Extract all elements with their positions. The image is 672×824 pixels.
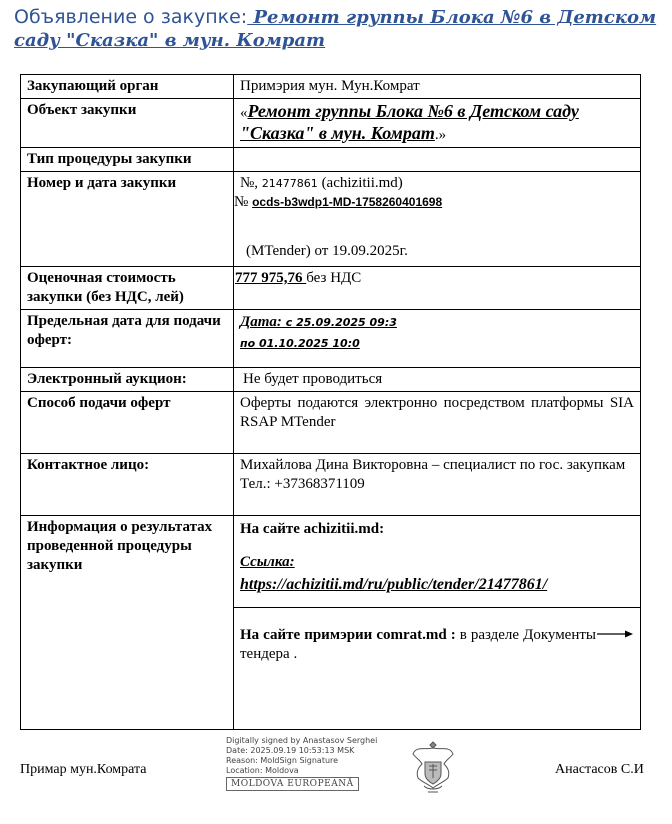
announcement-heading <box>14 6 664 52</box>
link-label: Ссылка: <box>240 554 295 570</box>
table-row <box>21 310 641 368</box>
digital-signature: Digitally signed by Anastasov Serghei Date: 2025.09.19 10:53:13 MSK Reason: MoldSign Signature Location: Moldova MOLDOVA EUROPEANĂ <box>226 736 378 789</box>
row-value <box>234 148 641 172</box>
arrow-right-icon <box>596 626 634 645</box>
comrat-info: На сайте примэрии comrat.md : в разделе Документы тендера . <box>234 608 640 666</box>
row-label: Оценочная стоимость закупки (без НДС, лей) <box>21 267 234 310</box>
contact-person: Михайлова Дина Викторовна – специалист по гос. закупкам <box>240 457 626 473</box>
tender-link[interactable]: https://achizitii.md/ru/public/tender/21477861/ <box>240 576 548 593</box>
ocds-id: ocds-b3wdp1-MD-1758260401698 <box>252 195 443 209</box>
date-label: Дата: <box>240 314 282 330</box>
table-row <box>21 392 641 454</box>
table-row <box>21 172 641 267</box>
coat-of-arms-icon <box>410 738 456 798</box>
row-label: Объект закупки <box>21 99 234 148</box>
row-label: Тип процедуры закупки <box>21 148 234 172</box>
mayor-title: Примар мун.Комрата <box>20 762 147 777</box>
row-value <box>234 267 641 310</box>
row-value <box>234 99 641 148</box>
row-value: Оферты подаются электронно посредством платформы SIA RSAP MTender <box>234 392 641 454</box>
row-label: Номер и дата закупки <box>21 172 234 267</box>
row-label: Контактное лицо: <box>21 454 234 516</box>
row-value <box>234 454 641 516</box>
site-comrat: На сайте примэрии comrat.md : <box>240 627 456 643</box>
heading-title: Ремонт группы Блока №6 в Детском саду "Сказка" в мун. Комрат <box>14 7 657 51</box>
site-achizitii: На сайте achizitii.md: <box>240 521 385 537</box>
row-label: Предельная дата для подачи оферт: <box>21 310 234 368</box>
open-quote: « <box>240 105 248 121</box>
procurement-table <box>20 74 641 730</box>
row-value <box>234 172 641 267</box>
object-title: Ремонт группы Блока №6 в Детском саду "Сказка" в мун. Комрат <box>240 101 579 143</box>
row-value <box>234 516 641 730</box>
table-row <box>21 99 641 148</box>
estimated-price: 777 975,76 <box>235 270 307 286</box>
row-label: Электронный аукцион: <box>21 368 234 392</box>
achizitii-info <box>234 516 640 608</box>
table-row <box>21 454 641 516</box>
ocds-number: № ocds-b3wdp1-MD-1758260401698 <box>234 194 443 210</box>
date-to: по 01.10.2025 10:0 <box>240 337 360 350</box>
table-row <box>21 267 641 310</box>
row-label: Способ подачи оферт <box>21 392 234 454</box>
tender-number: 21477861 <box>261 177 318 190</box>
signature-stamp: MOLDOVA EUROPEANĂ <box>226 777 359 791</box>
contact-phone: Тел.: +37368371109 <box>240 476 365 492</box>
table-row <box>21 75 641 99</box>
row-value: Не будет проводиться <box>234 368 641 392</box>
row-label: Информация о результатах проведенной процедуры закупки <box>21 516 234 730</box>
date-from: с 25.09.2025 09:3 <box>281 316 397 329</box>
row-label: Закупающий орган <box>21 75 234 99</box>
procurement-number: №, 21477861 (achizitii.md) <box>240 175 403 191</box>
table-row <box>21 148 641 172</box>
mayor-name: Анастасов С.И <box>555 762 644 777</box>
table-row <box>21 516 641 730</box>
price-note: без НДС <box>306 270 362 286</box>
close-quote: .» <box>434 127 447 143</box>
mtender-date: (MTender) от 19.09.2025г. <box>246 243 408 259</box>
heading-prefix: Объявление о закупке: <box>14 6 248 28</box>
row-value: Примэрия мун. Мун.Комрат <box>234 75 641 99</box>
table-row <box>21 368 641 392</box>
row-value <box>234 310 641 368</box>
